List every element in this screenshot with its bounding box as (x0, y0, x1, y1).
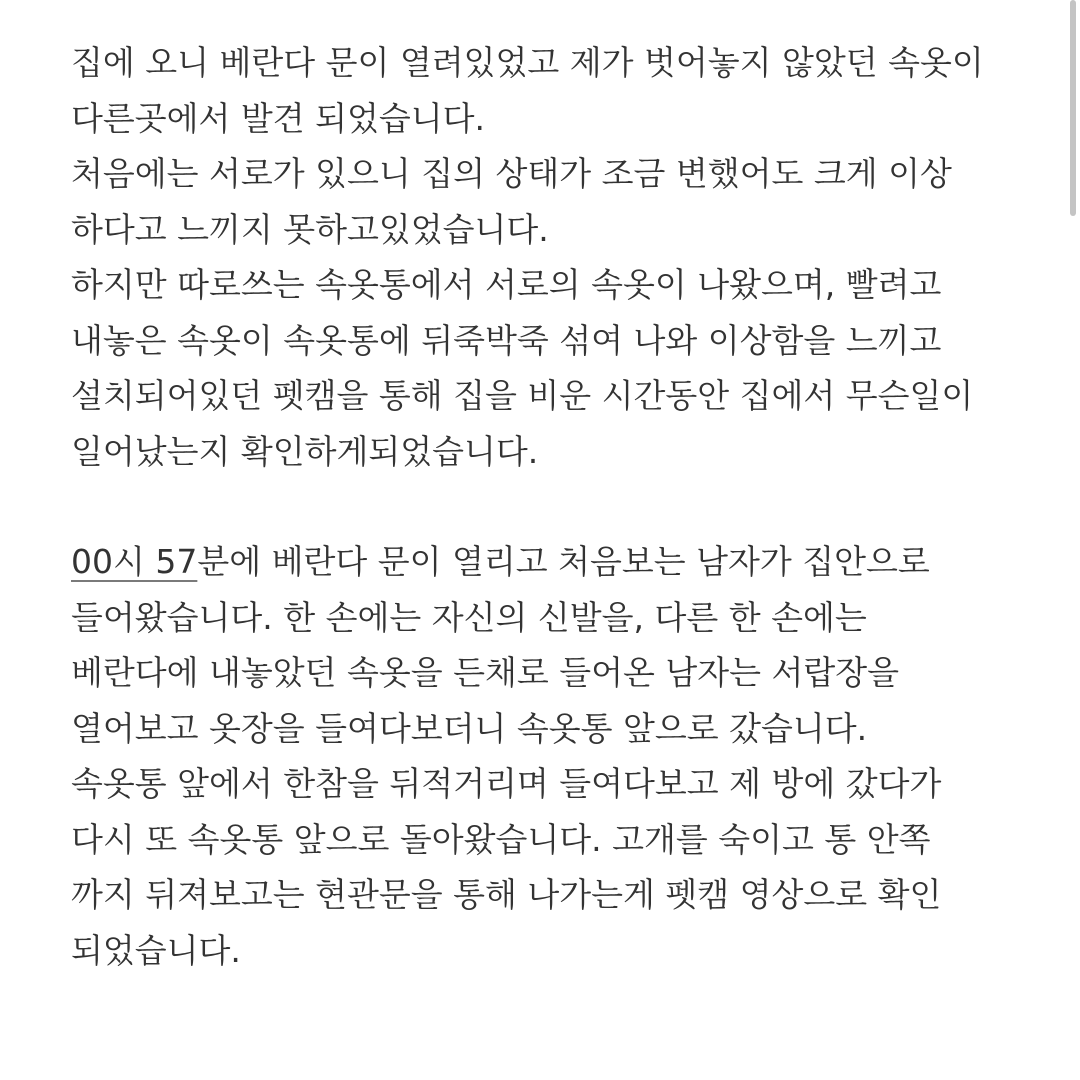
text-line: 다른곳에서 발견 되었습니다. (71, 98, 486, 138)
text-line: 설치되어있던 펫캠을 통해 집을 비운 시간동안 집에서 무슨일이 (71, 376, 974, 415)
text-line: 처음에는 서로가 있으니 집의 상태가 조금 변했어도 크게 이상 (71, 154, 952, 193)
timestamp-text: 00시 57 (71, 542, 198, 581)
text-line (71, 534, 1061, 590)
text-line: 들어왔습니다. 한 손에는 자신의 신발을, 다른 한 손에는 (71, 597, 867, 637)
article-body (71, 35, 1061, 978)
scrollbar-thumb[interactable] (1070, 0, 1076, 216)
text-line: 하다고 느끼지 못하고있었습니다. (71, 209, 549, 249)
text-line: 열어보고 옷장을 들여다보더니 속옷통 앞으로 갔습니다. (71, 708, 868, 748)
text-line: 까지 뒤져보고는 현관문을 통해 나가는게 펫캠 영상으로 확인 (71, 875, 942, 914)
text-line: 일어났는지 확인하게되었습니다. (71, 431, 539, 471)
text-line: 베란다에 내놓았던 속옷을 든채로 들어온 남자는 서랍장을 (71, 653, 900, 692)
text-line: 다시 또 속옷통 앞으로 돌아왔습니다. 고개를 숙이고 통 안쪽 (71, 819, 931, 859)
vertical-scrollbar[interactable] (1066, 0, 1080, 1080)
paragraph-1 (71, 35, 1061, 479)
paragraph-2 (71, 534, 1061, 978)
text-line: 집에 오니 베란다 문이 열려있었고 제가 벗어놓지 않았던 속옷이 (71, 43, 984, 82)
text-line: 되었습니다. (71, 930, 241, 970)
text-line: 속옷통 앞에서 한참을 뒤적거리며 들여다보고 제 방에 갔다가 (71, 764, 942, 803)
text-line-rest: 분에 베란다 문이 열리고 처음보는 남자가 집안으로 (197, 542, 930, 581)
paragraph-spacer (71, 479, 1061, 534)
text-line: 내놓은 속옷이 속옷통에 뒤죽박죽 섞여 나와 이상함을 느끼고 (71, 320, 942, 360)
text-line: 하지만 따로쓰는 속옷통에서 서로의 속옷이 나왔으며, 빨려고 (71, 265, 942, 304)
